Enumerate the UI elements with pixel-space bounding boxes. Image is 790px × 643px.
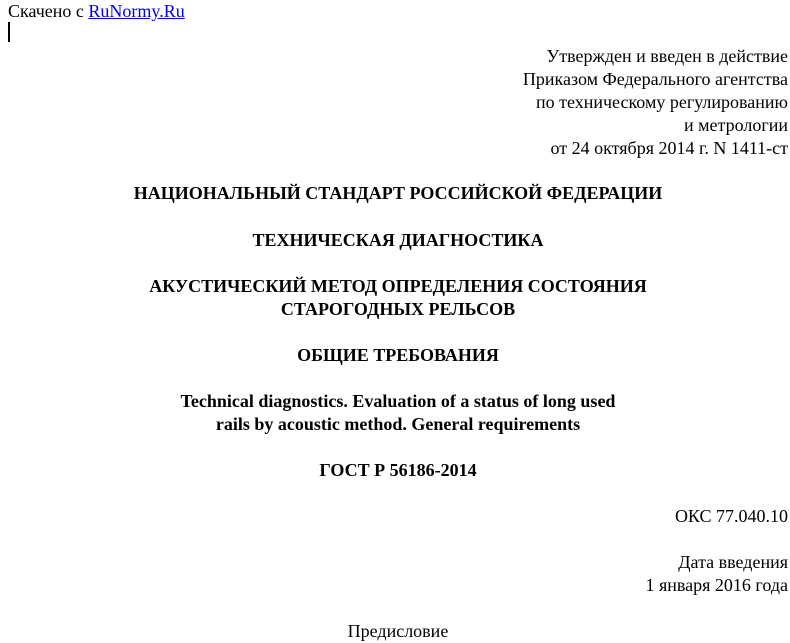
source-prefix: Скачено с (8, 1, 89, 21)
source-header (8, 0, 185, 23)
english-title-line-1: Technical diagnostics. Evaluation of a status of long used (180, 391, 616, 411)
text-cursor (8, 22, 10, 42)
section-heading: Предисловие (347, 621, 449, 641)
intro-date-value: 1 января 2016 года (645, 575, 788, 595)
intro-date-label: Дата введения (678, 552, 788, 572)
subject-title: ТЕХНИЧЕСКАЯ ДИАГНОСТИКА (252, 230, 544, 250)
english-title-line-2: rails by acoustic method. General requirements (215, 414, 581, 434)
approval-line: и метрологии (684, 115, 788, 135)
runormy-link[interactable]: RuNormy.Ru (88, 1, 185, 21)
method-title-line-2: СТАРОГОДНЫХ РЕЛЬСОВ (280, 299, 516, 319)
approval-line: Приказом Федерального агентства (522, 69, 788, 89)
gost-number: ГОСТ Р 56186-2014 (319, 460, 477, 480)
approval-line: по техническому регулированию (535, 92, 788, 112)
approval-line: Утвержден и введен в действие (546, 46, 788, 66)
approval-line: от 24 октября 2014 г. N 1411-ст (550, 138, 788, 158)
oks-code: ОКС 77.040.10 (674, 506, 788, 526)
method-title-line-1: АКУСТИЧЕСКИЙ МЕТОД ОПРЕДЕЛЕНИЯ СОСТОЯНИЯ (149, 276, 647, 296)
standard-title: НАЦИОНАЛЬНЫЙ СТАНДАРТ РОССИЙСКОЙ ФЕДЕРАЦИИ (133, 183, 663, 203)
requirements-title: ОБЩИЕ ТРЕБОВАНИЯ (297, 345, 499, 365)
